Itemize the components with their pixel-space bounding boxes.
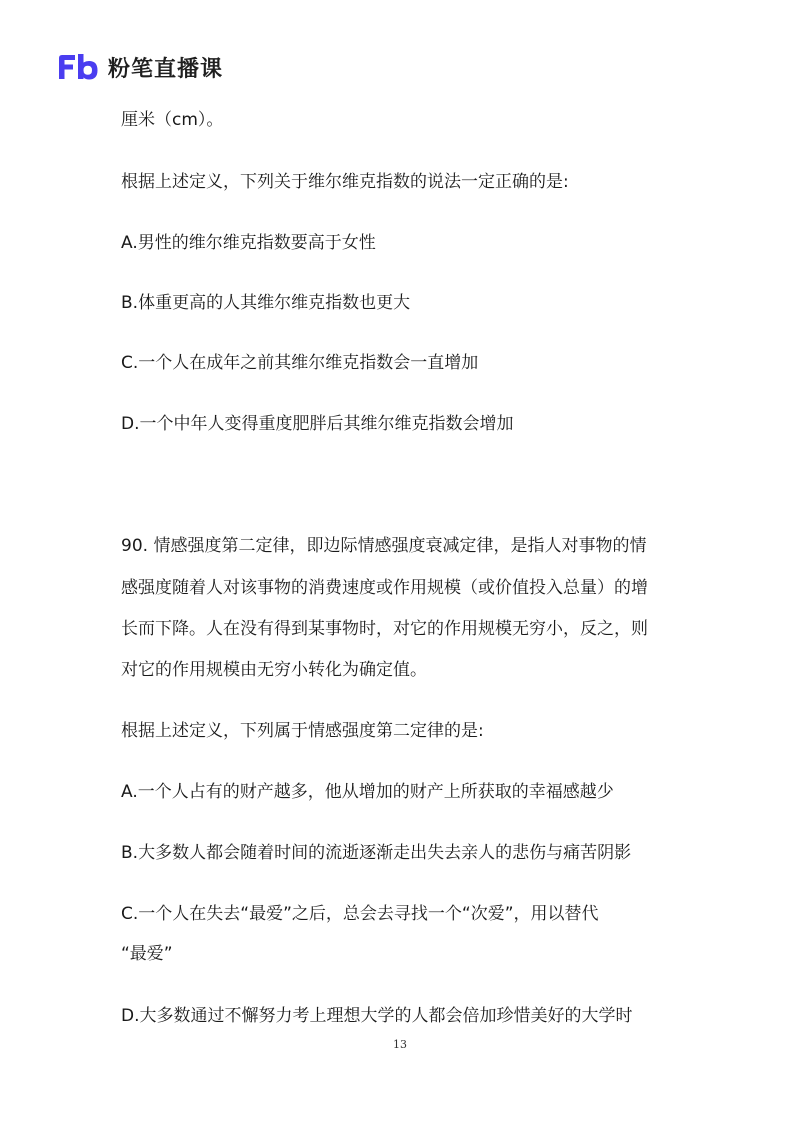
q90-option-c: C.一个人在失去“最爱”之后，总会去寻找一个“次爱”，用以替代 (121, 904, 599, 924)
q90-option-c-continued: “最爱” (121, 944, 173, 964)
page-header (56, 50, 223, 84)
q90-option-d: D.大多数通过不懈努力考上理想大学的人都会倍加珍惜美好的大学时 (121, 1006, 633, 1026)
fb-logo-icon (56, 52, 100, 82)
q90-prompt: 根据上述定义，下列属于情感强度第二定律的是: (121, 721, 484, 741)
q89-option-c: C.一个人在成年之前其维尔维克指数会一直增加 (121, 353, 479, 373)
q89-option-b: B.体重更高的人其维尔维克指数也更大 (121, 293, 411, 313)
q89-stem-tail: 厘米（cm）。 (121, 110, 224, 130)
q89-option-d: D.一个中年人变得重度肥胖后其维尔维克指数会增加 (121, 414, 514, 434)
q90-stem-line: 长而下降。人在没有得到某事物时，对它的作用规模无穷小，反之，则 (121, 619, 648, 639)
brand-name: 粉笔直播课 (108, 56, 224, 82)
q89-option-a: A.男性的维尔维克指数要高于女性 (121, 233, 376, 253)
q90-stem-line: 90. 情感强度第二定律，即边际情感强度衰减定律，是指人对事物的情 (121, 536, 647, 556)
q90-option-a: A.一个人占有的财产越多，他从增加的财产上所获取的幸福感越少 (121, 782, 614, 802)
q90-stem-line: 感强度随着人对该事物的消费速度或作用规模（或价值投入总量）的增 (121, 578, 648, 598)
q89-prompt: 根据上述定义，下列关于维尔维克指数的说法一定正确的是: (121, 172, 569, 192)
page-number: 13 (393, 1038, 407, 1051)
q90-option-b: B.大多数人都会随着时间的流逝逐渐走出失去亲人的悲伤与痛苦阴影 (121, 843, 632, 863)
q90-stem-line: 对它的作用规模由无穷小转化为确定值。 (121, 660, 427, 680)
